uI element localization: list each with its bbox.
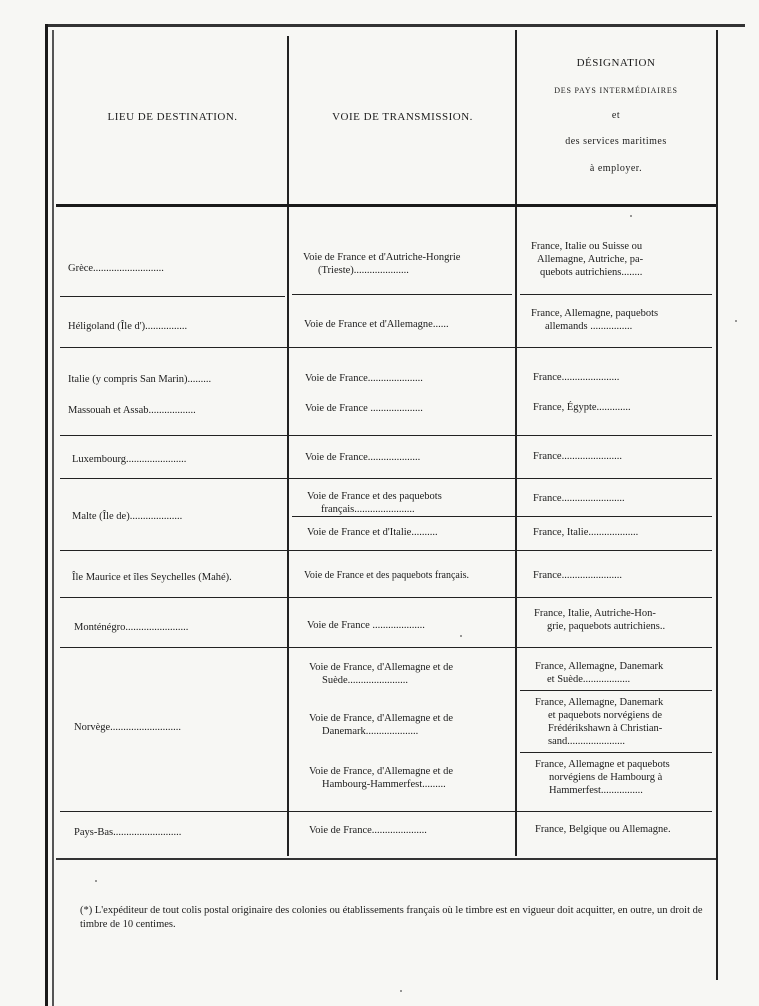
pays-norvege-c-3: Hammerfest................ [549, 785, 643, 796]
pays-norvege-b-3: Frédérikshawn à Christian- [548, 723, 663, 734]
dest-maurice: Île Maurice et îles Seychelles (Mahé). [72, 572, 232, 583]
dest-massouah: Massouah et Assab.................. [68, 405, 196, 416]
header-designation-sub: DES PAYS INTERMÉDIAIRES [554, 86, 678, 95]
row-separator [292, 516, 712, 517]
row-separator [60, 550, 712, 551]
table-bottom-rule [56, 858, 716, 860]
row-separator [520, 690, 712, 691]
header-designation: DÉSIGNATION [576, 57, 656, 69]
pays-norvege-c: France, Allemagne et paquebots [535, 759, 670, 770]
dest-malte: Malte (Île de).................... [72, 511, 183, 522]
pays-paysbas: France, Belgique ou Allemagne. [535, 824, 671, 835]
dest-luxembourg: Luxembourg....................... [72, 454, 187, 465]
pays-massouah: France, Égypte............. [533, 402, 631, 413]
pays-norvege-a: France, Allemagne, Danemark [535, 661, 664, 672]
scan-speck [630, 215, 632, 217]
row-separator [520, 294, 712, 295]
scan-speck [460, 635, 462, 637]
header-destination: LIEU DE DESTINATION. [107, 111, 238, 123]
column-divider-1 [287, 36, 289, 856]
voie-maurice: Voie de France et des paquebots français. [304, 570, 470, 581]
pays-grece: France, Italie ou Suisse ou [531, 241, 643, 252]
row-separator [60, 478, 712, 479]
scan-speck [735, 320, 737, 322]
voie-norvege-c: Voie de France, d'Allemagne et de [309, 766, 453, 777]
header-transmission: VOIE DE TRANSMISSION. [332, 111, 473, 123]
dest-norvege: Norvège........................... [74, 722, 182, 733]
footnote: (*) L'expéditeur de tout colis postal originaire des colonies ou établissements français où le timbre est en vigueur doit acquitter, en outre, un droit de timbre de 10 centimes. [80, 905, 703, 930]
pays-grece-2: Allemagne, Autriche, pa- [537, 254, 644, 265]
header-designation-employer: à employer. [589, 163, 643, 174]
voie-grece: Voie de France et d'Autriche-Hongrie [303, 252, 461, 263]
pays-heligoland-2: allemands ................ [545, 321, 633, 332]
left-border-inner [52, 30, 54, 1006]
pays-heligoland: France, Allemagne, paquebots [531, 308, 659, 319]
voie-malte-a-2: français....................... [321, 504, 415, 515]
row-separator [60, 347, 712, 348]
dest-montenegro: Monténégro........................ [74, 622, 189, 633]
voie-norvege-b-2: Danemark.................... [322, 726, 419, 737]
row-separator [60, 296, 285, 297]
pays-luxembourg: France....................... [533, 451, 622, 462]
header-rule [56, 204, 716, 207]
dest-grece: Grèce........................... [68, 263, 164, 274]
header-designation-services: des services maritimes [565, 136, 667, 147]
voie-norvege-b: Voie de France, d'Allemagne et de [309, 713, 453, 724]
voie-montenegro: Voie de France .................... [307, 620, 425, 631]
voie-heligoland: Voie de France et d'Allemagne...... [304, 319, 449, 330]
pays-italie: France...................... [533, 372, 620, 383]
dest-paysbas: Pays-Bas.......................... [74, 827, 182, 838]
dest-heligoland: Héligoland (Île d')................ [68, 321, 188, 332]
top-rule [45, 24, 745, 27]
row-separator [292, 294, 512, 295]
left-border [45, 24, 48, 1006]
pays-norvege-b-2: et paquebots norvégiens de [548, 710, 663, 721]
row-separator [60, 647, 712, 648]
pays-norvege-a-2: et Suède.................. [547, 674, 631, 685]
pays-norvege-b: France, Allemagne, Danemark [535, 697, 664, 708]
pays-montenegro: France, Italie, Autriche-Hon- [534, 608, 656, 619]
pays-norvege-c-2: norvégiens de Hambourg à [549, 772, 663, 783]
header-designation-et: et [611, 110, 621, 121]
pays-maurice: France....................... [533, 570, 622, 581]
pays-montenegro-2: grie, paquebots autrichiens.. [547, 621, 666, 632]
voie-paysbas: Voie de France..................... [309, 825, 427, 836]
column-divider-2 [515, 30, 517, 856]
pays-malte-a: France........................ [533, 493, 625, 504]
voie-norvege-a: Voie de France, d'Allemagne et de [309, 662, 453, 673]
voie-norvege-c-2: Hambourg-Hammerfest......... [322, 779, 446, 790]
pays-malte-b: France, Italie................... [533, 527, 639, 538]
voie-malte-a: Voie de France et des paquebots [307, 491, 442, 502]
scan-speck [95, 880, 97, 882]
row-separator [60, 597, 712, 598]
voie-italie: Voie de France..................... [305, 373, 423, 384]
voie-massouah: Voie de France .................... [305, 403, 423, 414]
voie-malte-b: Voie de France et d'Italie.......... [307, 527, 438, 538]
voie-norvege-a-2: Suède....................... [322, 675, 409, 686]
pays-grece-3: quebots autrichiens........ [540, 267, 643, 278]
row-separator [60, 435, 712, 436]
voie-grece-2: (Trieste)..................... [318, 265, 409, 276]
row-separator [60, 811, 712, 812]
row-separator [520, 752, 712, 753]
scan-speck [400, 990, 402, 992]
voie-luxembourg: Voie de France.................... [305, 452, 421, 463]
right-border [716, 30, 718, 980]
dest-italie: Italie (y compris San Marin)......... [68, 374, 212, 385]
pays-norvege-b-4: sand...................... [548, 736, 625, 747]
